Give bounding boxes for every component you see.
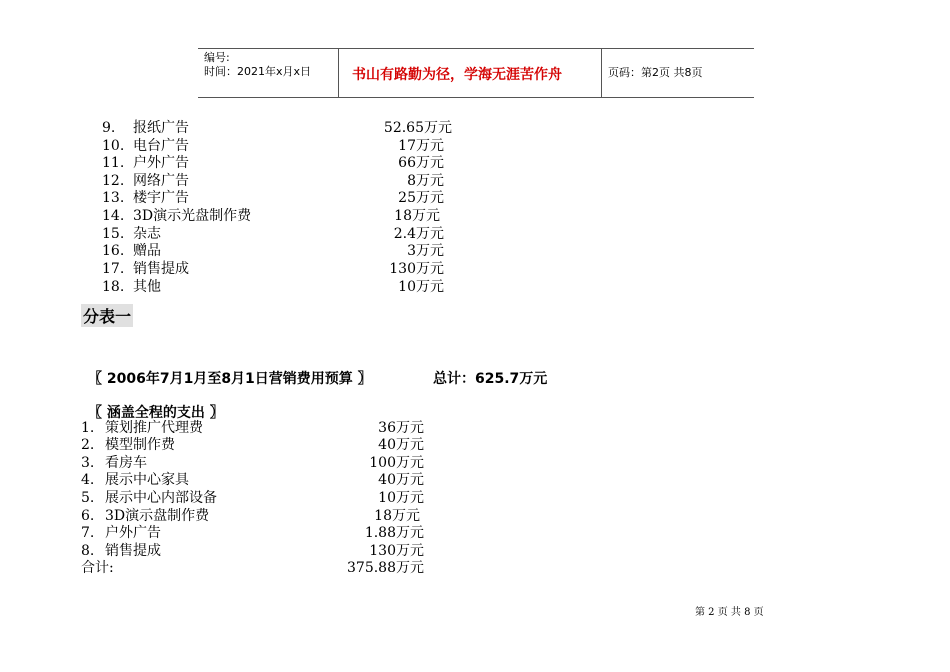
list-item-amount: 100万元	[369, 455, 424, 471]
list-item-num: 3.	[81, 455, 95, 471]
list-item-num: 17.	[102, 261, 125, 277]
list-item-name: 赠品	[133, 243, 161, 259]
list-item-amount: 25万元	[398, 190, 444, 206]
list-item-num: 2.	[81, 437, 95, 453]
budget-total: 总计：625.7万元	[433, 371, 548, 387]
list-item-amount: 10万元	[398, 279, 444, 295]
list-item-name: 3D演示光盘制作费	[133, 208, 252, 224]
list-item-num: 8.	[81, 543, 95, 559]
header-number-label: 编号:	[204, 51, 230, 64]
list-item-num: 13.	[102, 190, 125, 206]
header-motto: 书山有路勤为径，学海无涯苦作舟	[352, 67, 562, 83]
budget-heading: 〖 2006年7月1月至8月1日营销费用预算 〗	[88, 371, 372, 387]
list-item-amount: 18万元	[374, 508, 420, 524]
list-item-num: 12.	[102, 173, 125, 189]
list-item-amount: 3万元	[407, 243, 444, 259]
header-divider	[338, 49, 339, 97]
list-item-num: 7.	[81, 525, 95, 541]
header-time: 时间：2021年x月x日	[204, 65, 312, 78]
list-item-num: 1.	[81, 420, 95, 436]
list-item-name: 户外广告	[133, 155, 189, 171]
list-item-name: 模型制作费	[105, 437, 175, 453]
list-item-name: 展示中心家具	[105, 472, 189, 488]
list-item-num: 14.	[102, 208, 125, 224]
list-item-amount: 8万元	[407, 173, 444, 189]
list-item-num: 11.	[102, 155, 125, 171]
list-item-name: 网络广告	[133, 173, 189, 189]
list-item-num: 10.	[102, 138, 125, 154]
list-item-name: 销售提成	[133, 261, 189, 277]
list-item-num: 9.	[102, 120, 116, 136]
list-item-name: 其他	[133, 279, 161, 295]
list-item-name: 展示中心内部设备	[105, 490, 217, 506]
section-title: 分表一	[81, 304, 133, 327]
header-divider	[601, 49, 602, 97]
list-item-name: 销售提成	[105, 543, 161, 559]
list-item-amount: 2.4万元	[393, 226, 444, 242]
list-item-num: 4.	[81, 472, 95, 488]
list-item-name: 杂志	[133, 226, 161, 242]
subtotal-label: 合计:	[81, 560, 114, 576]
header-page-code: 页码：第2页 共8页	[608, 66, 703, 79]
page-footer: 第 2 页 共 8 页	[695, 607, 764, 618]
list-item-amount: 36万元	[378, 420, 424, 436]
list-item-name: 楼宇广告	[133, 190, 189, 206]
list-item-amount: 66万元	[398, 155, 444, 171]
list-item-amount: 130万元	[369, 543, 424, 559]
list-item-name: 户外广告	[105, 525, 161, 541]
list-item-num: 16.	[102, 243, 125, 259]
list-item-amount: 130万元	[389, 261, 444, 277]
list-item-num: 6.	[81, 508, 95, 524]
list-item-num: 15.	[102, 226, 125, 242]
list-item-num: 5.	[81, 490, 95, 506]
list-item-name: 看房车	[105, 455, 147, 471]
subtotal-amount: 375.88万元	[347, 560, 424, 576]
list-item-amount: 40万元	[378, 472, 424, 488]
list-item-amount: 52.65万元	[383, 120, 452, 136]
list-item-name: 电台广告	[133, 138, 189, 154]
list-item-amount: 1.88万元	[364, 525, 424, 541]
list-item-amount: 18万元	[394, 208, 440, 224]
list-item-amount: 17万元	[398, 138, 444, 154]
list-item-num: 18.	[102, 279, 125, 295]
list-item-name: 报纸广告	[133, 120, 189, 136]
list-item-name: 策划推广代理费	[105, 420, 203, 436]
list-item-amount: 10万元	[378, 490, 424, 506]
list-item-amount: 40万元	[378, 437, 424, 453]
subheading: 〖 涵盖全程的支出 〗	[88, 405, 224, 421]
list-item-name: 3D演示盘制作费	[105, 508, 210, 524]
